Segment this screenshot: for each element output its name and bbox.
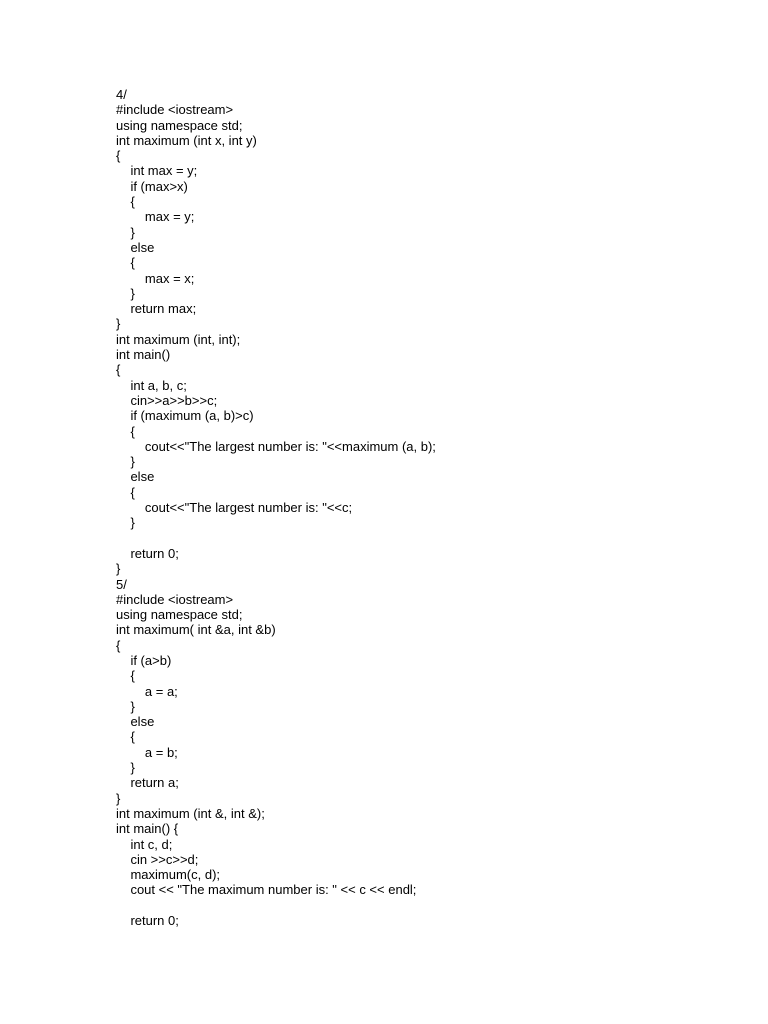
- code-line: max = x;: [116, 270, 195, 286]
- code-line: cin>>a>>b>>c;: [116, 392, 218, 408]
- code-line: [116, 898, 716, 913]
- code-line: }: [116, 790, 121, 806]
- code-line: int maximum (int x, int y): [116, 132, 257, 148]
- code-line: {: [116, 729, 135, 745]
- code-line: #include <iostream>: [116, 102, 234, 118]
- code-line: return max;: [116, 301, 197, 317]
- code-line: max = y;: [116, 209, 195, 225]
- code-line: else: [116, 714, 155, 730]
- code-line: {: [116, 194, 135, 210]
- code-line: int a, b, c;: [116, 377, 187, 393]
- code-line: int maximum (int, int);: [116, 331, 241, 347]
- code-line: }: [116, 454, 135, 470]
- code-line: int main() {: [116, 821, 179, 837]
- code-line: int c, d;: [116, 836, 173, 852]
- code-line: return 0;: [116, 545, 179, 561]
- code-line: {: [116, 484, 135, 500]
- code-line: {: [116, 668, 135, 684]
- code-line: }: [116, 698, 135, 714]
- code-line: {: [116, 362, 121, 378]
- code-listing: [116, 87, 716, 928]
- code-line: int maximum( int &a, int &b): [116, 622, 276, 638]
- code-line: {: [116, 637, 121, 653]
- code-line: else: [116, 469, 155, 485]
- code-line: return 0;: [116, 913, 179, 929]
- code-line: #include <iostream>: [116, 591, 234, 607]
- code-line: }: [116, 561, 121, 577]
- code-line: }: [116, 316, 121, 332]
- code-line: return a;: [116, 775, 179, 791]
- code-line: else: [116, 239, 155, 255]
- code-line: if (maximum (a, b)>c): [116, 408, 254, 424]
- code-line: cin >>c>>d;: [116, 851, 199, 867]
- code-line: {: [116, 423, 135, 439]
- code-line: int max = y;: [116, 163, 198, 179]
- code-line: cout << "The maximum number is: " << c << endl;: [116, 882, 417, 898]
- code-line: using namespace std;: [116, 117, 243, 133]
- code-line: a = a;: [116, 683, 178, 699]
- code-line: 5/: [116, 576, 127, 592]
- code-line: {: [116, 255, 135, 271]
- code-line: using namespace std;: [116, 607, 243, 623]
- code-line: int maximum (int &, int &);: [116, 805, 265, 821]
- code-line: [116, 531, 716, 546]
- code-line: if (max>x): [116, 178, 188, 194]
- code-line: }: [116, 515, 135, 531]
- code-line: 4/: [116, 87, 127, 102]
- code-line: }: [116, 224, 135, 240]
- code-line: }: [116, 285, 135, 301]
- code-line: int main(): [116, 347, 171, 363]
- code-line: }: [116, 760, 135, 776]
- code-line: cout<<"The largest number is: "<<c;: [116, 500, 353, 516]
- code-line: a = b;: [116, 744, 178, 760]
- code-line: {: [116, 148, 121, 164]
- code-line: maximum(c, d);: [116, 867, 221, 883]
- code-line: if (a>b): [116, 652, 172, 668]
- code-line: cout<<"The largest number is: "<<maximum (a, b);: [116, 438, 436, 454]
